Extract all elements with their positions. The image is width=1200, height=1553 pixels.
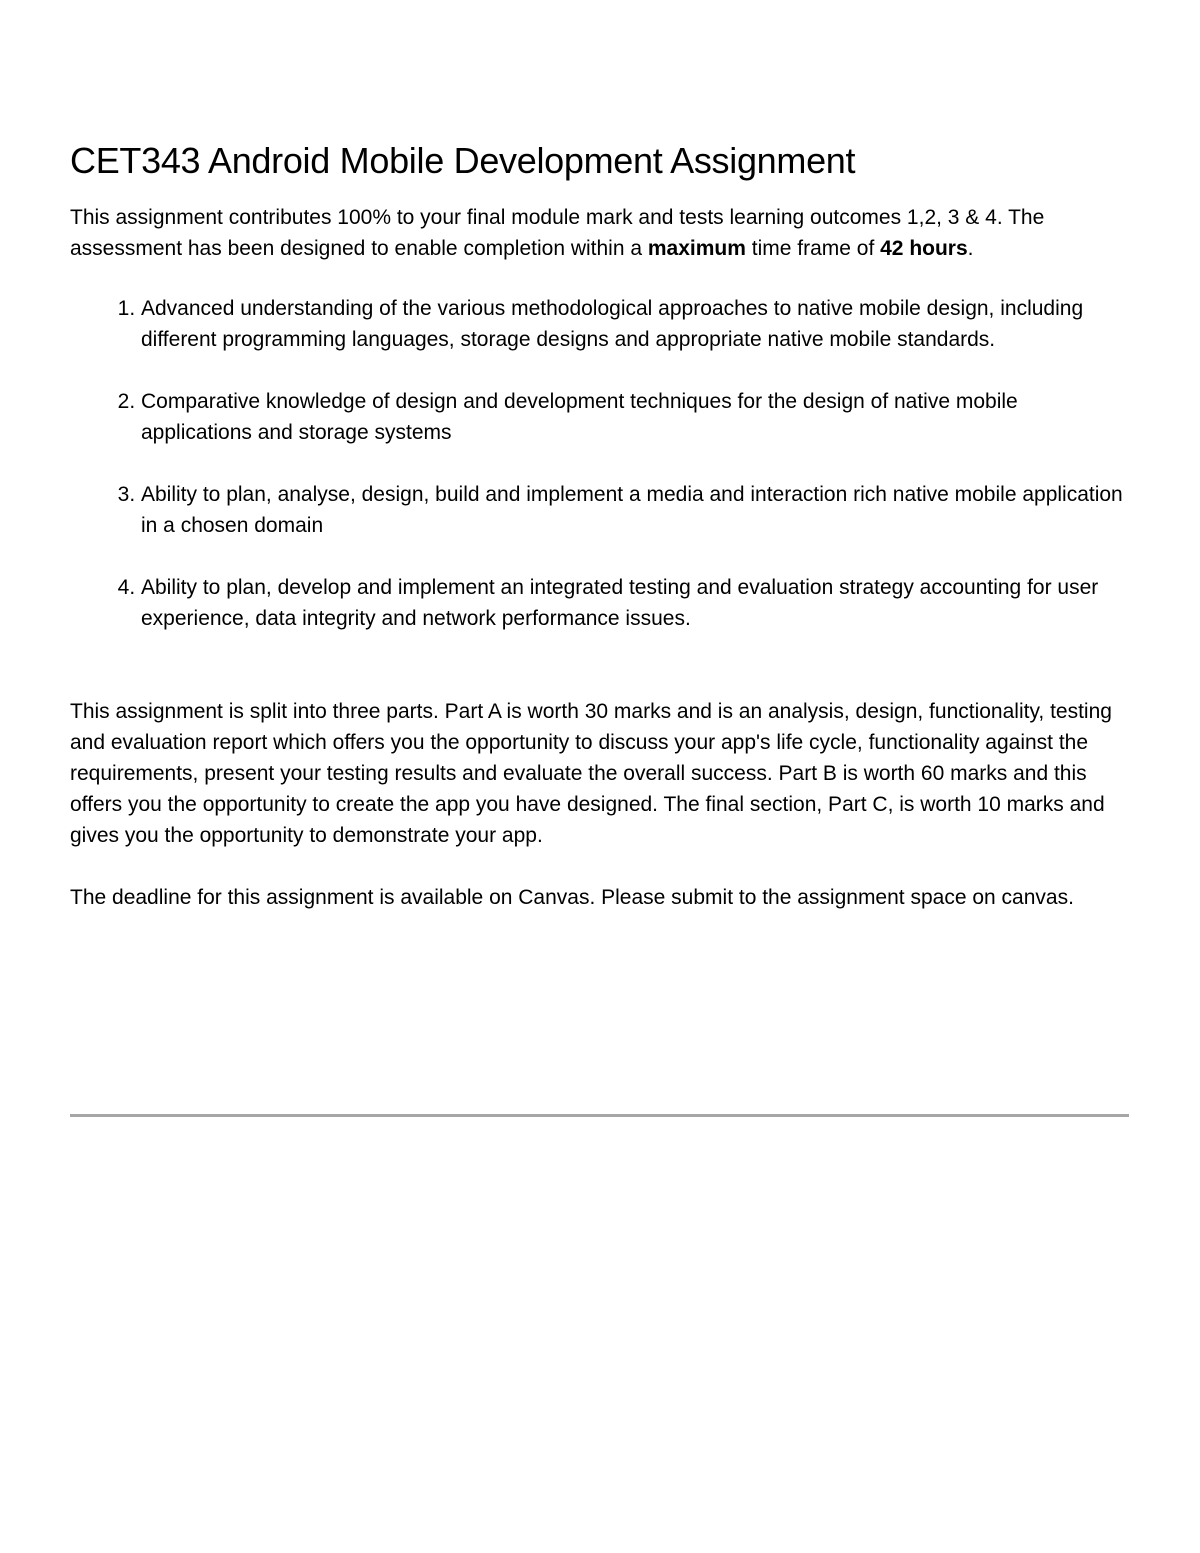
intro-paragraph [70,202,1130,264]
deadline-paragraph: The deadline for this assignment is available on Canvas. Please submit to the assignment space on canvas. [70,886,1074,909]
intro-text-2: time frame of [745,237,881,260]
learning-outcome-item: 3. Ability to plan, analyse, design, build and implement a media and interaction rich native mobile application in a chosen domain [141,479,1130,541]
learning-outcome-item: 1. Advanced understanding of the various methodological approaches to native mobile design, including different programming languages, storage designs and appropriate native mobile standards. [141,293,1130,355]
intro-bold-hours: 42 hours [880,237,968,260]
learning-outcomes-list [70,293,1130,634]
spacer [70,851,1130,882]
document-title: CET343 Android Mobile Development Assignment [70,140,856,181]
document-content [70,138,1130,913]
parts-paragraph: This assignment is split into three parts. Part A is worth 30 marks and is an analysis, design, functionality, testing and evaluation report which offers you the opportunity to discuss your app's life cycle, functionality against the requirements, present your testing results and evaluate the overall success. Part B is worth 60 marks and this offers you the opportunity to create the app you have designed. The final section, Part C, is worth 10 marks and gives you the opportunity to demonstrate your app. [70,700,1112,847]
intro-text-3: . [967,237,974,260]
spacer [70,634,1130,696]
learning-outcome-item: 2. Comparative knowledge of design and development techniques for the design of native mobile applications and storage systems [141,386,1130,448]
horizontal-divider [70,1114,1129,1117]
intro-text-1: This assignment contributes 100% to your final module mark and tests learning outcomes 1,2, 3 & 4. The assessment has been designed to enable completion within a [70,206,1045,260]
intro-bold-maximum: maximum [647,237,746,260]
learning-outcome-item: 4. Ability to plan, develop and implement an integrated testing and evaluation strategy accounting for user experience, data integrity and network performance issues. [141,572,1130,634]
